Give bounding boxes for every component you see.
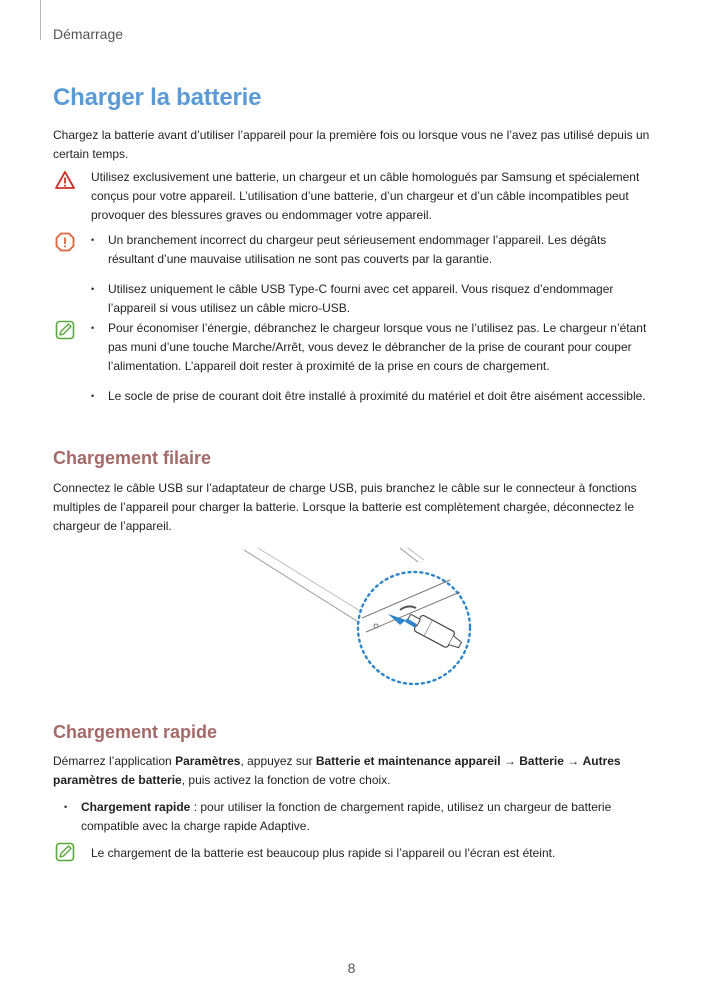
page-title: Charger la batterie: [53, 84, 262, 111]
fast-charging-desc: : pour utiliser la fonction de chargement rapide, utilisez un chargeur de batterie compatible avec la charge rapide Adaptive.: [81, 800, 612, 833]
note-icon: [55, 320, 75, 340]
fast-intro-text: Démarrez l’application: [53, 754, 176, 768]
battery-link: Batterie: [519, 754, 564, 768]
fast-note-text: Le chargement de la batterie est beaucoup plus rapide si l’appareil ou l’écran est éteint.: [91, 846, 556, 860]
charging-illustration: [238, 546, 474, 686]
fast-intro-text: , puis activez la fonction de votre choix.: [181, 773, 391, 787]
fast-list: [64, 798, 654, 847]
fast-intro-text: , appuyez sur: [240, 754, 316, 768]
warning-text: Utilisez exclusivement une batterie, un chargeur et un câble homologués par Samsung et spécialement conçus pour votre appareil. L’utilisation d’une batterie, d’un chargeur et d’un câble incompatibles peut provoquer des blessures graves ou endommager votre appareil.: [91, 170, 640, 222]
caution-list: [91, 231, 651, 329]
wired-heading: Chargement filaire: [53, 448, 212, 468]
fast-heading: Chargement rapide: [53, 722, 218, 742]
fast-intro: [53, 752, 653, 790]
caution-item: • Utilisez uniquement le câble USB Type-C fourni avec cet appareil. Vous risquez d’endommager l’appareil si vous utilisez un câble micro-USB.: [91, 280, 651, 318]
other-battery-settings-link: Autres paramètres de batterie: [53, 754, 621, 787]
page-number: 8: [347, 960, 356, 976]
arrow-separator: →: [563, 754, 583, 768]
arrow-separator: →: [500, 754, 520, 768]
note-icon: [55, 842, 75, 862]
warning-icon: [55, 170, 75, 190]
fast-charging-label: Chargement rapide: [81, 800, 191, 814]
caution-item: • Un branchement incorrect du chargeur peut sérieusement endommager l’appareil. Les dégâts résultant d’une mauvaise utilisation ne sont pas couverts par la garantie.: [91, 231, 651, 269]
note-item: • Pour économiser l’énergie, débranchez le chargeur lorsque vous ne l’utilisez pas. Le chargeur n’étant pas muni d’une touche Marche/Arrêt, vous devez le débrancher de la prise de courant pour couper l’alimentation. L’appareil doit rester à proximité de la prise en cours de chargement.: [91, 319, 651, 376]
battery-maintenance-link: Batterie et maintenance appareil: [315, 754, 501, 768]
wired-paragraph: Connectez le câble USB sur l’adaptateur de charge USB, puis branchez le câble sur le connecteur à fonctions multiples de l’appareil pour charger la batterie. Lorsque la batterie est complètement chargée, déconnectez le chargeur de l’appareil.: [53, 481, 637, 533]
note-item: • Le socle de prise de courant doit être installé à proximité du matériel et doit être aisément accessible.: [91, 387, 651, 406]
caution-icon: [55, 232, 75, 252]
intro-paragraph: Chargez la batterie avant d’utiliser l’appareil pour la première fois ou lorsque vous ne l’avez pas utilisé depuis un certain temps.: [53, 128, 650, 161]
section-divider: [40, 0, 41, 40]
section-label: Démarrage: [53, 26, 124, 42]
settings-app-link: Paramètres: [175, 754, 241, 768]
note-list: [91, 319, 651, 417]
fast-charging-item: [64, 798, 654, 836]
